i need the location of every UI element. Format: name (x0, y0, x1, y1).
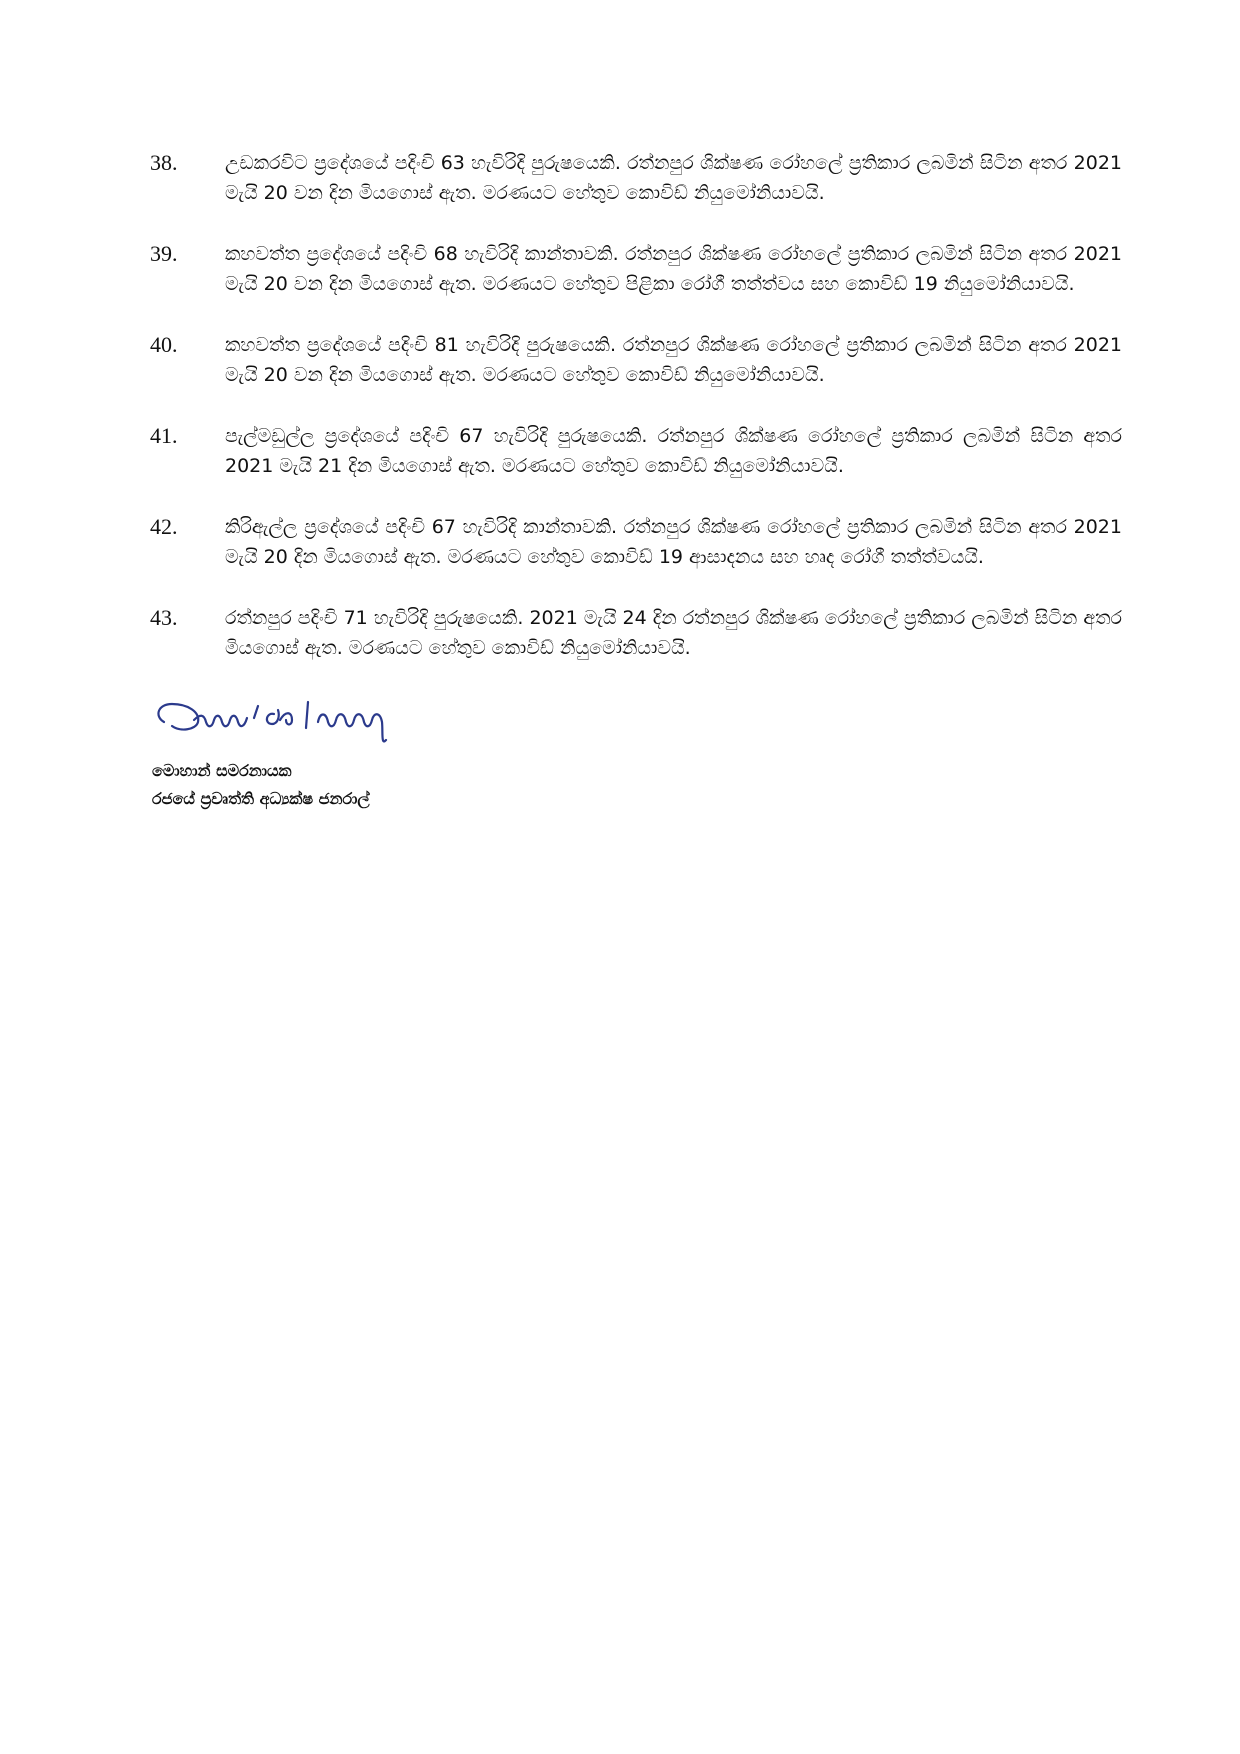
signature-strokes (158, 702, 386, 741)
item-text: කහවත්ත ප්‍රදේශයේ පදිංචි 81 හැවිරිදි පුරුෂයෙකි. රත්නපුර ශික්ෂණ රෝහලේ ප්‍රතිකාර ලබමින් සිටින අතර 2021 මැයි 20 වන දින මියගොස් ඇත. මරණයට හේතුව කොවිඩ් නියුමෝනියාවයි. (225, 334, 1122, 386)
signer-title: රජයේ ප්‍රවෘත්ති අධ්‍යක්ෂ ජනරාල් (152, 789, 370, 808)
list-item (150, 512, 1122, 572)
list-item (150, 603, 1122, 663)
item-number: 41. (150, 423, 178, 448)
handwritten-signature (150, 692, 480, 756)
item-text: උඩකරවිට ප්‍රදේශයේ පදිංචි 63 හැවිරිදි පුරුෂයෙකි. රත්නපුර ශික්ෂණ රෝහලේ ප්‍රතිකාර ලබමින් සිටින අතර 2021 මැයි 20 වන දින මියගොස් ඇත. මරණයට හේතුව කොවිඩ් නියුමෝනියාවයි. (225, 152, 1122, 204)
item-text: කහවත්ත ප්‍රදේශයේ පදිංචි 68 හැවිරිදි කාන්තාවකි. රත්නපුර ශික්ෂණ රෝහලේ ප්‍රතිකාර ලබමින් සිටින අතර 2021 මැයි 20 වන දින මියගොස් ඇත. මරණයට හේතුව පිළිකා රෝගී තත්ත්වය සහ කොවිඩ් 19 නියුමෝනියාවයි. (225, 243, 1122, 295)
item-number: 40. (150, 332, 178, 357)
item-number: 42. (150, 514, 178, 539)
item-number: 43. (150, 605, 178, 630)
item-number: 39. (150, 241, 178, 266)
list-item (150, 421, 1122, 481)
death-report-list (150, 148, 1122, 694)
list-item (150, 239, 1122, 299)
signer-name: මොහාන් සමරනායක (152, 761, 292, 780)
item-text: කිරිඇල්ල ප්‍රදේශයේ පදිංචි 67 හැවිරිදි කාන්තාවකි. රත්නපුර ශික්ෂණ රෝහලේ ප්‍රතිකාර ලබමින් සිටින අතර 2021 මැයි 20 දින මියගොස් ඇත. මරණයට හේතුව කොවිඩ් 19 ආසාදනය සහ හෘද රෝගී තත්ත්වයයි. (225, 516, 1122, 568)
item-text: පැල්මඩුල්ල ප්‍රදේශයේ පදිංචි 67 හැවිරිදි පුරුෂයෙකි. රත්නපුර ශික්ෂණ රෝහලේ ප්‍රතිකාර ලබමින් සිටින අතර 2021 මැයි 21 දින මියගොස් ඇත. මරණයට හේතුව කොවිඩ් නියුමෝනියාවයි. (225, 425, 1122, 477)
item-text: රත්නපුර පදිංචි 71 හැවිරිදි පුරුෂයෙකි. 2021 මැයි 24 දින රත්නපුර ශික්ෂණ රෝහලේ ප්‍රතිකාර ලබමින් සිටින අතර මියගොස් ඇත. මරණයට හේතුව කොවිඩ් නියුමෝනියාවයි. (225, 607, 1122, 659)
item-number: 38. (150, 150, 178, 175)
list-item (150, 330, 1122, 390)
signer-block (152, 757, 370, 813)
list-item (150, 148, 1122, 208)
